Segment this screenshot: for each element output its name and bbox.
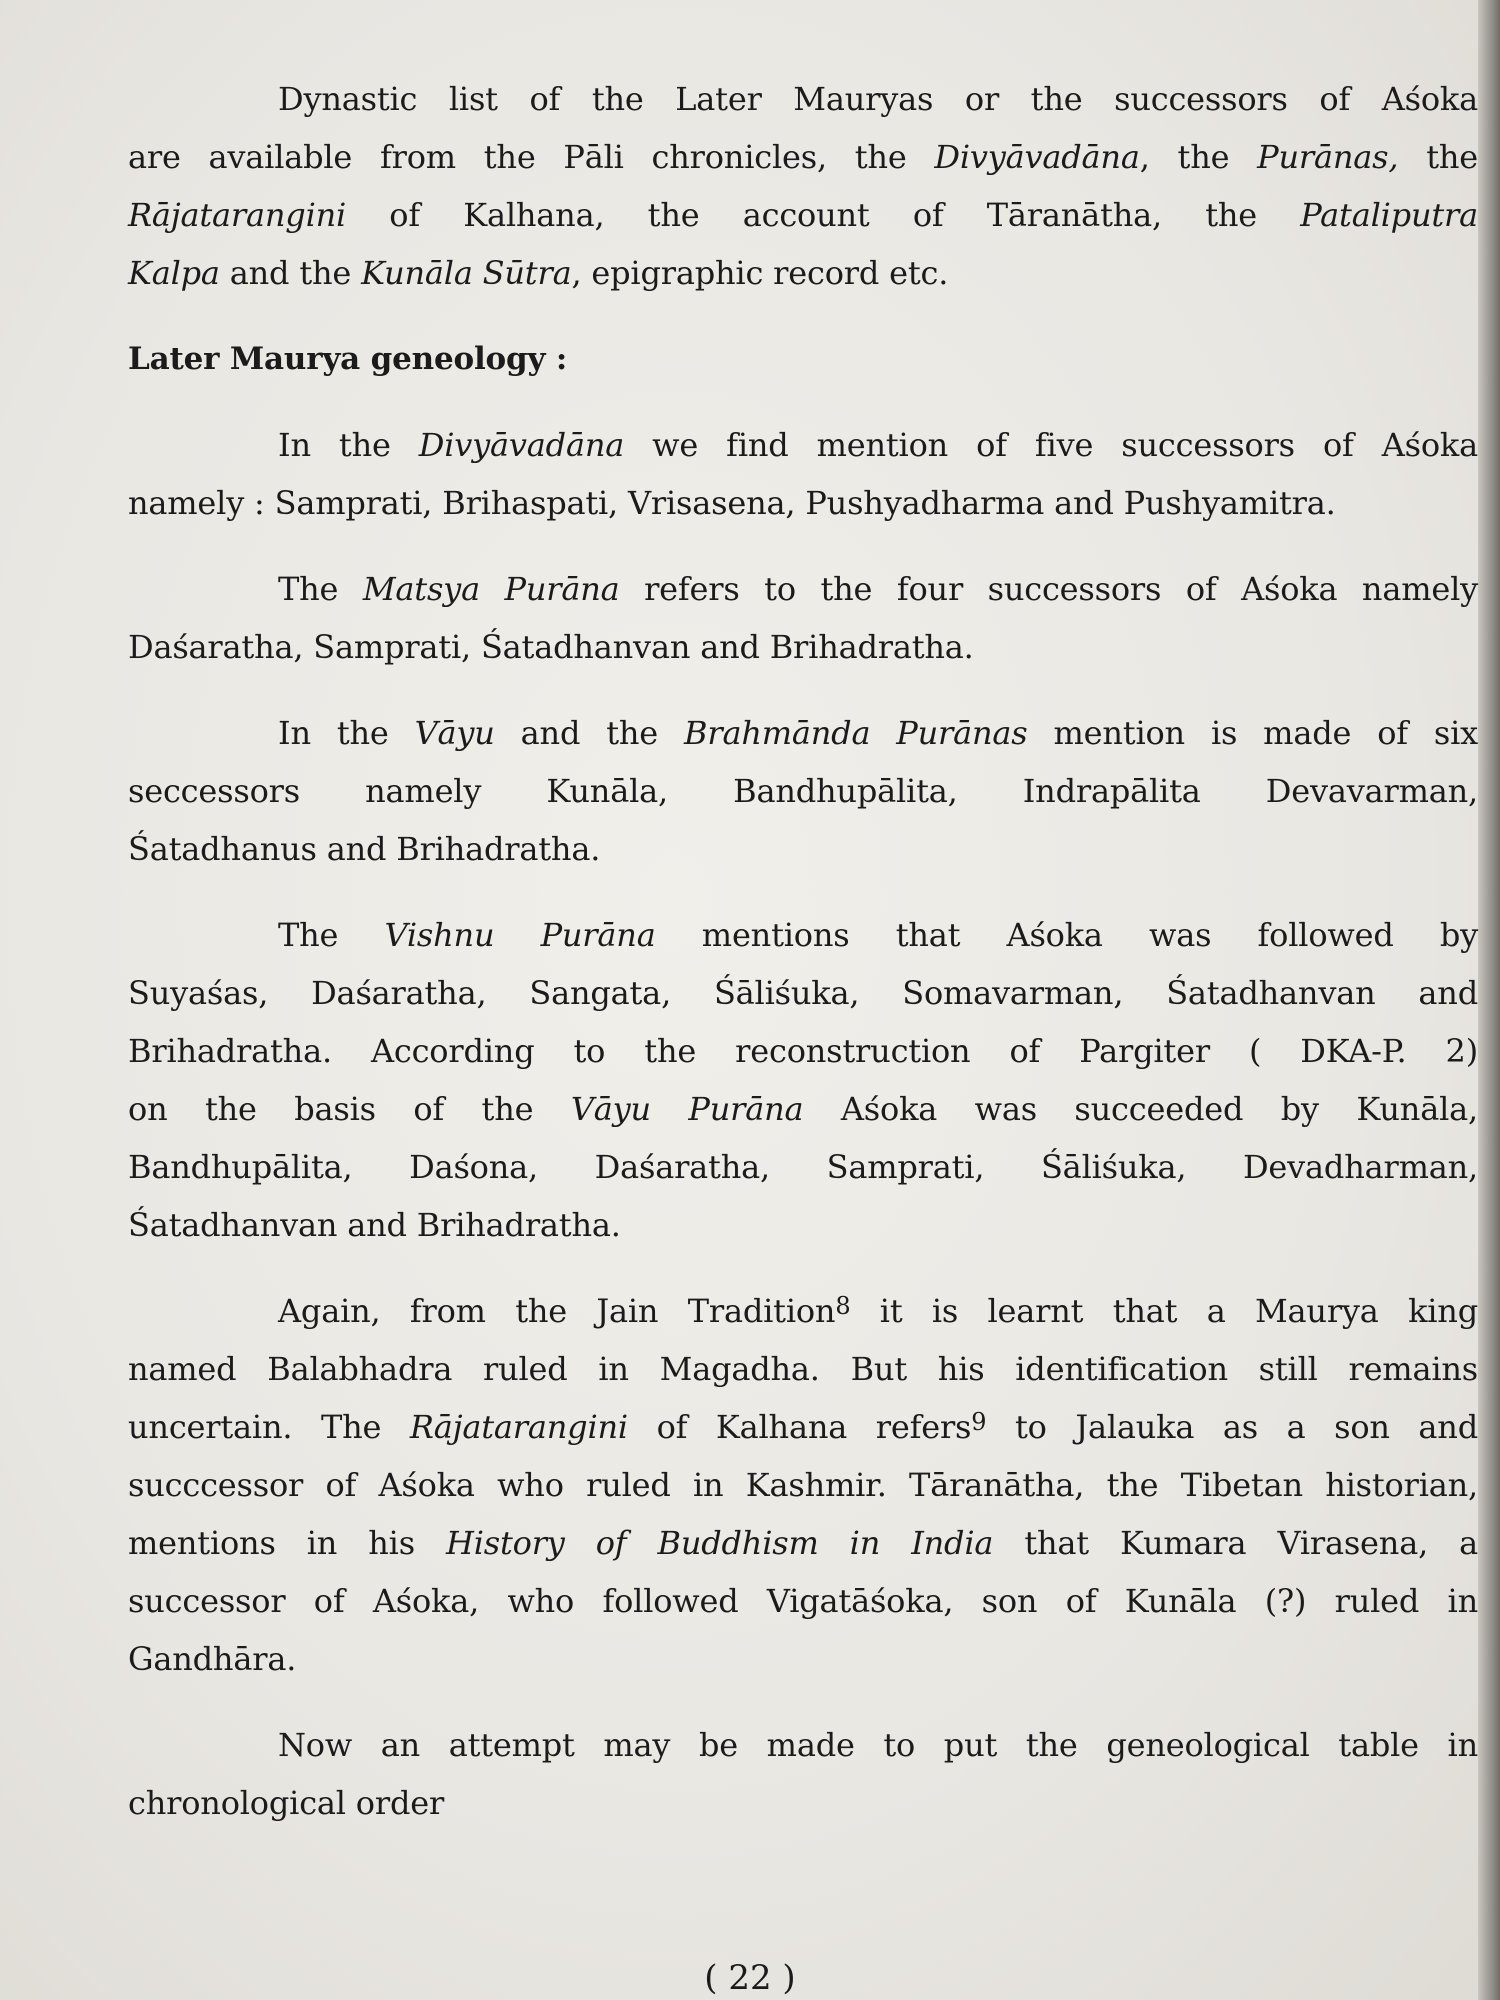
footnote-ref: 8 bbox=[835, 1292, 851, 1320]
paragraph-conclusion bbox=[128, 1716, 1478, 1832]
text: The bbox=[278, 570, 363, 608]
text: mention is made of six bbox=[1027, 714, 1478, 752]
text: the bbox=[1398, 138, 1479, 176]
page-edge-shadow bbox=[1478, 0, 1500, 2000]
footnote-ref: 9 bbox=[971, 1408, 987, 1436]
text: on the basis of the bbox=[128, 1090, 571, 1128]
text: succcessor of Aśoka who ruled in Kashmir. Tāranātha, the Tibetan historian, bbox=[128, 1466, 1478, 1504]
italic-title: Rājatarangini bbox=[128, 196, 347, 234]
text: In the bbox=[278, 714, 415, 752]
text: chronological order bbox=[128, 1784, 445, 1822]
text: Daśaratha, Samprati, Śatadhanvan and Brihadratha. bbox=[128, 628, 974, 666]
text: Gandhāra. bbox=[128, 1640, 297, 1678]
text: , the bbox=[1139, 138, 1258, 176]
italic-title: Vāyu bbox=[414, 714, 495, 752]
text: of Kalhana, the account of Tāranātha, the bbox=[346, 196, 1301, 234]
section-heading: Later Maurya geneology : bbox=[128, 341, 568, 377]
text: namely : Samprati, Brihaspati, Vrisasena, Pushyadharma and Pushyamitra. bbox=[128, 484, 1336, 522]
text: seccessors namely Kunāla, Bandhupālita, Indrapālita Devavarman, bbox=[128, 772, 1478, 810]
text: that Kumara Virasena, a bbox=[993, 1524, 1478, 1562]
italic-title: Divyāvadāna bbox=[934, 138, 1140, 176]
text: Śatadhanus and Brihadratha. bbox=[128, 830, 601, 868]
italic-title: History of Buddhism in India bbox=[446, 1524, 994, 1562]
text: named Balabhadra ruled in Magadha. But his identification still remains bbox=[128, 1350, 1478, 1388]
paragraph-divyavadana bbox=[128, 416, 1478, 532]
text: successor of Aśoka, who followed Vigatāśoka, son of Kunāla (?) ruled in bbox=[128, 1582, 1478, 1620]
text: refers to the four successors of Aśoka namely bbox=[619, 570, 1478, 608]
text: In the bbox=[278, 426, 419, 464]
text: Brihadratha. According to the reconstruction of Pargiter ( DKA-P. 2) bbox=[128, 1032, 1478, 1070]
text: Suyaśas, Daśaratha, Sangata, Śāliśuka, Somavarman, Śatadhanvan and bbox=[128, 974, 1478, 1012]
italic-title: Vāyu Purāna bbox=[570, 1090, 804, 1128]
text: Now an attempt may be made to put the geneological table in bbox=[278, 1726, 1478, 1764]
text: Dynastic list of the Later Mauryas or the successors of Aśoka bbox=[278, 80, 1478, 118]
text: it is learnt that a Maurya king bbox=[850, 1292, 1478, 1330]
paragraph-vishnu bbox=[128, 906, 1478, 1254]
text: Aśoka was succeeded by Kunāla, bbox=[803, 1090, 1478, 1128]
text: Śatadhanvan and Brihadratha. bbox=[128, 1206, 621, 1244]
paragraph-sources bbox=[128, 70, 1478, 302]
italic-title: Brahmānda Purānas bbox=[684, 714, 1028, 752]
text: Bandhupālita, Daśona, Daśaratha, Samprati, Śāliśuka, Devadharman, bbox=[128, 1148, 1478, 1186]
text: uncertain. The bbox=[128, 1408, 410, 1446]
italic-title: Matsya Purāna bbox=[362, 570, 620, 608]
text: of Kalhana refers bbox=[627, 1408, 972, 1446]
text: mentions that Aśoka was followed by bbox=[655, 916, 1478, 954]
italic-title: Vishnu Purāna bbox=[384, 916, 656, 954]
text: are available from the Pāli chronicles, the bbox=[128, 138, 935, 176]
text: The bbox=[278, 916, 385, 954]
paragraph-matsya bbox=[128, 560, 1478, 676]
text: Again, from the Jain Tradition bbox=[278, 1292, 836, 1330]
italic-title: Purānas, bbox=[1257, 138, 1399, 176]
text: mentions in his bbox=[128, 1524, 446, 1562]
page-body bbox=[128, 70, 1478, 1832]
italic-title: Divyāvadāna bbox=[418, 426, 625, 464]
text: and the bbox=[219, 254, 362, 292]
italic-title: Kunāla Sūtra bbox=[361, 254, 572, 292]
text: we find mention of five successors of Aśoka bbox=[624, 426, 1478, 464]
text: and the bbox=[494, 714, 685, 752]
paragraph-jain-tradition bbox=[128, 1282, 1478, 1688]
italic-title: Rājatarangini bbox=[409, 1408, 628, 1446]
page-number: ( 22 ) bbox=[704, 1958, 796, 1998]
text: to Jalauka as a son and bbox=[986, 1408, 1478, 1446]
italic-title: Kalpa bbox=[128, 254, 220, 292]
paragraph-vayu-brahmanda bbox=[128, 704, 1478, 878]
text: , epigraphic record etc. bbox=[571, 254, 949, 292]
italic-title: Pataliputra bbox=[1300, 196, 1478, 234]
